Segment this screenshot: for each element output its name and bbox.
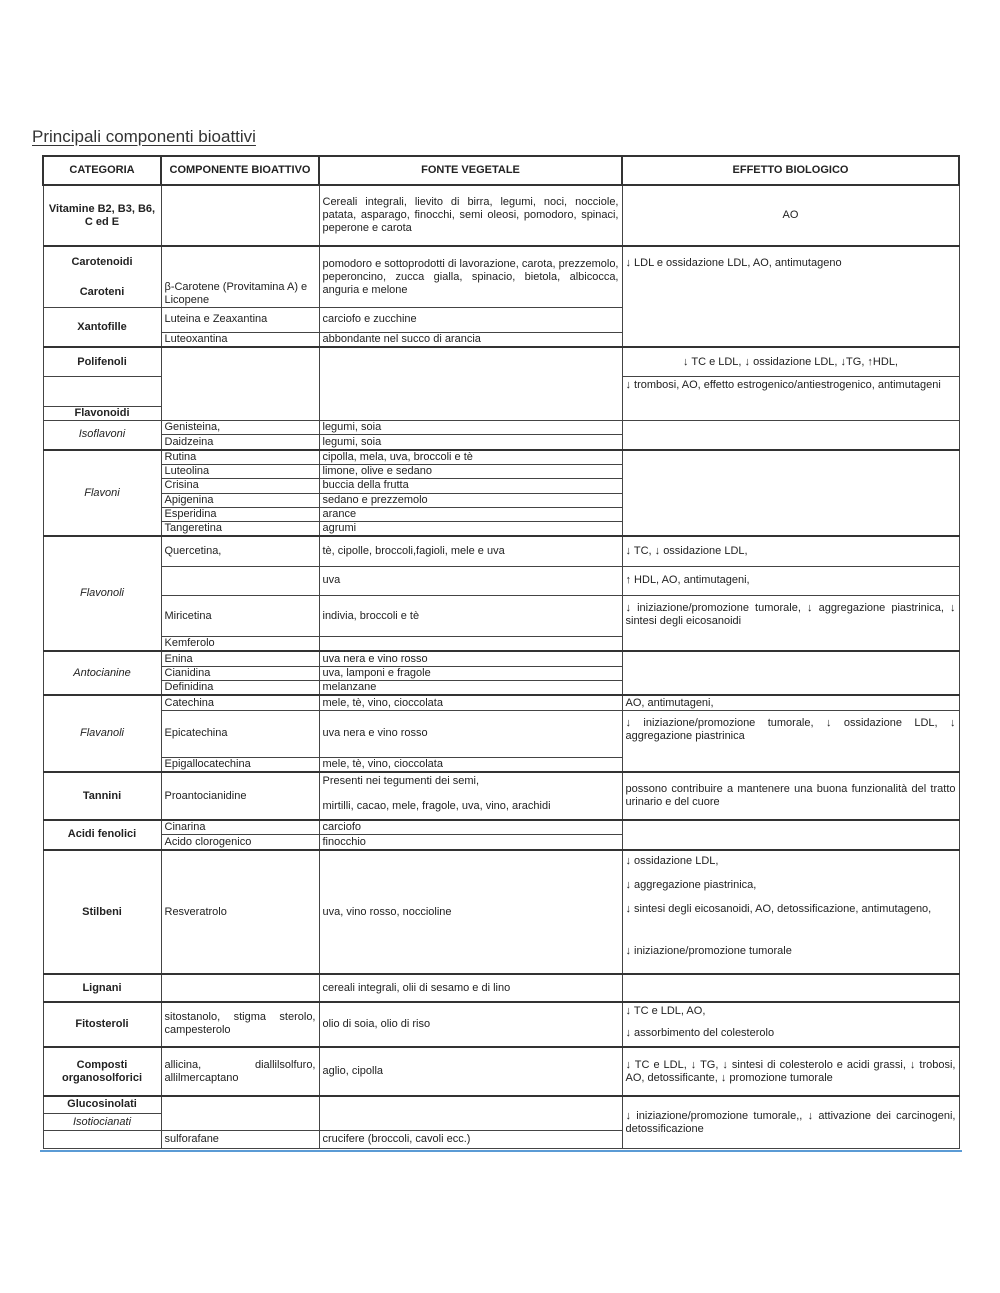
fonte-crisina: buccia della frutta bbox=[319, 479, 622, 493]
subcat-flavoni: Flavoni bbox=[43, 450, 161, 537]
comp-enina: Enina bbox=[161, 651, 319, 666]
cat-fitosteroli: Fitosteroli bbox=[43, 1002, 161, 1047]
fonte-luteina: carciofo e zucchine bbox=[319, 308, 622, 333]
effetto-antocianine-empty bbox=[622, 651, 959, 695]
fonte-composti: aglio, cipolla bbox=[319, 1047, 622, 1096]
comp-crisina: Crisina bbox=[161, 479, 319, 493]
effetto-polifenoli-1: ↓ TC e LDL, ↓ ossidazione LDL, ↓TG, ↑HDL, bbox=[622, 347, 959, 377]
cat-composti-organosolforici: Composti organosolforici bbox=[43, 1047, 161, 1096]
fonte-cinarina: carciofo bbox=[319, 820, 622, 835]
comp-luteina: Luteina e Zeaxantina bbox=[161, 308, 319, 333]
effetto-carotenoidi: ↓ LDL e ossidazione LDL, AO, antimutageno bbox=[622, 246, 959, 347]
cat-glucosinolati-spacer bbox=[43, 1131, 161, 1149]
comp-catechina: Catechina bbox=[161, 695, 319, 710]
effetto-epicatechina: ↓ iniziazione/promozione tumorale, ↓ ossidazione LDL, ↓ aggregazione piastrinica bbox=[622, 710, 959, 772]
bottom-rule bbox=[40, 1150, 962, 1152]
fonte-sulforafane: crucifere (broccoli, cavoli ecc.) bbox=[319, 1131, 622, 1149]
fonte-tangeretina: agrumi bbox=[319, 522, 622, 537]
cat-stilbeni: Stilbeni bbox=[43, 850, 161, 975]
comp-miricetina: Miricetina bbox=[161, 596, 319, 637]
header-fonte: FONTE VEGETALE bbox=[319, 156, 622, 185]
comp-carotenoidi-empty bbox=[161, 246, 319, 277]
comp-proantocianidine: Proantocianidine bbox=[161, 772, 319, 820]
comp-luteolina: Luteolina bbox=[161, 464, 319, 478]
subcat-flavonoidi: Flavonoidi bbox=[43, 406, 161, 420]
fonte-glucosinolati-empty bbox=[319, 1096, 622, 1131]
subcat-xantofille: Xantofille bbox=[43, 308, 161, 347]
effetto-fitosteroli bbox=[622, 1002, 959, 1047]
cat-polifenoli-spacer bbox=[43, 377, 161, 407]
effetto-isoflavoni-empty bbox=[622, 421, 959, 450]
fonte-carotenoidi: pomodoro e sottoprodotti di lavorazione, carota, prezzemolo, peperoncino, zucca gialla, spinacio, bietola, albicocca, anguria e melone bbox=[319, 246, 622, 307]
subcat-antocianine: Antocianine bbox=[43, 651, 161, 695]
comp-rutina: Rutina bbox=[161, 450, 319, 465]
comp-resveratrolo: Resveratrolo bbox=[161, 850, 319, 975]
comp-apigenina: Apigenina bbox=[161, 493, 319, 507]
cat-vitamine: Vitamine B2, B3, B6, C ed E bbox=[43, 185, 161, 246]
fonte-fitosteroli: olio di soia, olio di riso bbox=[319, 1002, 622, 1047]
page-title: Principali componenti bioattivi bbox=[32, 127, 256, 146]
fonte-miricetina: indivia, broccoli e tè bbox=[319, 596, 622, 637]
comp-beta-carotene: β-Carotene (Provitamina A) e Licopene bbox=[161, 277, 319, 308]
comp-lignani-empty bbox=[161, 974, 319, 1002]
effetto-stilbeni bbox=[622, 850, 959, 975]
fonte-esperidina: arance bbox=[319, 507, 622, 521]
effetto-stilbeni-1: ↓ ossidazione LDL, bbox=[625, 854, 719, 867]
comp-acido-clorogenico: Acido clorogenico bbox=[161, 835, 319, 850]
effetto-tannini: possono contribuire a mantenere una buona funzionalità del tratto urinario e del cuore bbox=[622, 772, 959, 820]
header-categoria: CATEGORIA bbox=[43, 156, 161, 185]
fonte-genisteina: legumi, soia bbox=[319, 421, 622, 435]
fonte-epicatechina: uva nera e vino rosso bbox=[319, 710, 622, 757]
fonte-cianidina: uva, lamponi e fragole bbox=[319, 666, 622, 680]
subcat-flavonoli: Flavonoli bbox=[43, 536, 161, 651]
comp-fitosteroli: sitostanolo, stigma sterolo, campesterolo bbox=[161, 1002, 319, 1047]
subcat-caroteni: Caroteni bbox=[43, 277, 161, 308]
comp-esperidina: Esperidina bbox=[161, 507, 319, 521]
comp-quercetina-spacer bbox=[161, 566, 319, 596]
effetto-flavonoli-1: ↓ TC, ↓ ossidazione LDL, bbox=[622, 536, 959, 566]
comp-vitamine bbox=[161, 185, 319, 246]
comp-epigallocatechina: Epigallocatechina bbox=[161, 757, 319, 772]
comp-quercetina: Quercetina, bbox=[161, 536, 319, 566]
cat-polifenoli: Polifenoli bbox=[43, 347, 161, 377]
cat-acidi-fenolici: Acidi fenolici bbox=[43, 820, 161, 850]
fonte-daidzeina: legumi, soia bbox=[319, 435, 622, 450]
effetto-flavonoli-2: ↑ HDL, AO, antimutageni, bbox=[622, 566, 959, 596]
fonte-kemferolo-empty bbox=[319, 637, 622, 652]
comp-genisteina: Genisteina, bbox=[161, 421, 319, 435]
cat-carotenoidi: Carotenoidi bbox=[43, 246, 161, 277]
effetto-stilbeni-2: ↓ aggregazione piastrinica, bbox=[625, 878, 757, 891]
effetto-fitosteroli-1: ↓ TC e LDL, AO, bbox=[625, 1005, 706, 1017]
fonte-quercetina: tè, cipolle, broccoli,fagioli, mele e uva bbox=[319, 536, 622, 566]
effetto-lignani-empty bbox=[622, 974, 959, 1002]
header-effetto: EFFETTO BIOLOGICO bbox=[622, 156, 959, 185]
effetto-glucosinolati: ↓ iniziazione/promozione tumorale,, ↓ attivazione dei carcinogeni, detossificazione bbox=[622, 1096, 959, 1148]
fonte-tannini bbox=[319, 772, 622, 820]
fonte-luteolina: limone, olive e sedano bbox=[319, 464, 622, 478]
fonte-tannini-2: mirtilli, cacao, mele, fragole, uva, vino, arachidi bbox=[322, 800, 551, 813]
subcat-isotiocianati: Isotiocianati bbox=[43, 1113, 161, 1130]
effetto-composti: ↓ TC e LDL, ↓ TG, ↓ sintesi di colesterolo e acidi grassi, ↓ trobosi, AO, detossificante, ↓ promozione tumorale bbox=[622, 1047, 959, 1096]
fonte-uva: uva bbox=[319, 566, 622, 596]
fonte-lignani: cereali integrali, olii di sesamo e di lino bbox=[319, 974, 622, 1002]
effetto-acidi-empty bbox=[622, 820, 959, 850]
comp-definidina: Definidina bbox=[161, 681, 319, 696]
fonte-tannini-1: Presenti nei tegumenti dei semi, bbox=[322, 775, 480, 788]
comp-cinarina: Cinarina bbox=[161, 820, 319, 835]
comp-polifenoli-empty bbox=[161, 347, 319, 421]
fonte-epigallocatechina: mele, tè, vino, cioccolata bbox=[319, 757, 622, 772]
effetto-flavonoli-3: ↓ iniziazione/promozione tumorale, ↓ aggregazione piastrinica, ↓ sintesi degli eicosanoidi bbox=[622, 596, 959, 652]
fonte-vitamine: Cereali integrali, lievito di birra, legumi, noci, nocciole, patata, asparago, finocchi, semi oleosi, pomodoro, spinaci, peperone e carota bbox=[319, 185, 622, 246]
cat-glucosinolati: Glucosinolati bbox=[43, 1096, 161, 1113]
subcat-flavanoli: Flavanoli bbox=[43, 695, 161, 772]
effetto-polifenoli-2: ↓ trombosi, AO, effetto estrogenico/antiestrogenico, antimutageni bbox=[622, 377, 959, 421]
comp-daidzeina: Daidzeina bbox=[161, 435, 319, 450]
fonte-enina: uva nera e vino rosso bbox=[319, 651, 622, 666]
comp-luteoxantina: Luteoxantina bbox=[161, 332, 319, 347]
fonte-apigenina: sedano e prezzemolo bbox=[319, 493, 622, 507]
cat-tannini: Tannini bbox=[43, 772, 161, 820]
fonte-rutina: cipolla, mela, uva, broccoli e tè bbox=[319, 450, 622, 465]
effetto-stilbeni-4: ↓ iniziazione/promozione tumorale bbox=[625, 944, 792, 957]
effetto-flavoni-empty bbox=[622, 450, 959, 537]
effetto-catechina: AO, antimutageni, bbox=[622, 695, 959, 710]
bioactive-components-table bbox=[42, 155, 960, 1149]
comp-glucosinolati-empty bbox=[161, 1096, 319, 1131]
comp-tangeretina: Tangeretina bbox=[161, 522, 319, 537]
comp-epicatechina: Epicatechina bbox=[161, 710, 319, 757]
fonte-definidina: melanzane bbox=[319, 681, 622, 696]
effetto-fitosteroli-2: ↓ assorbimento del colesterolo bbox=[625, 1027, 775, 1039]
comp-cianidina: Cianidina bbox=[161, 666, 319, 680]
fonte-acido-clorogenico: finocchio bbox=[319, 835, 622, 850]
effetto-vitamine: AO bbox=[622, 185, 959, 246]
subcat-isoflavoni: Isoflavoni bbox=[43, 421, 161, 450]
cat-lignani: Lignani bbox=[43, 974, 161, 1002]
comp-sulforafane: sulforafane bbox=[161, 1131, 319, 1149]
header-componente: COMPONENTE BIOATTIVO bbox=[161, 156, 319, 185]
fonte-catechina: mele, tè, vino, cioccolata bbox=[319, 695, 622, 710]
fonte-polifenoli-empty bbox=[319, 347, 622, 421]
fonte-resveratrolo: uva, vino rosso, noccioline bbox=[319, 850, 622, 975]
comp-kemferolo: Kemferolo bbox=[161, 637, 319, 652]
effetto-stilbeni-3: ↓ sintesi degli eicosanoidi, AO, detossificazione, antimutageno, bbox=[625, 902, 932, 915]
comp-composti: allicina, diallilsolfuro, allilmercaptano bbox=[161, 1047, 319, 1096]
fonte-luteoxantina: abbondante nel succo di arancia bbox=[319, 332, 622, 347]
